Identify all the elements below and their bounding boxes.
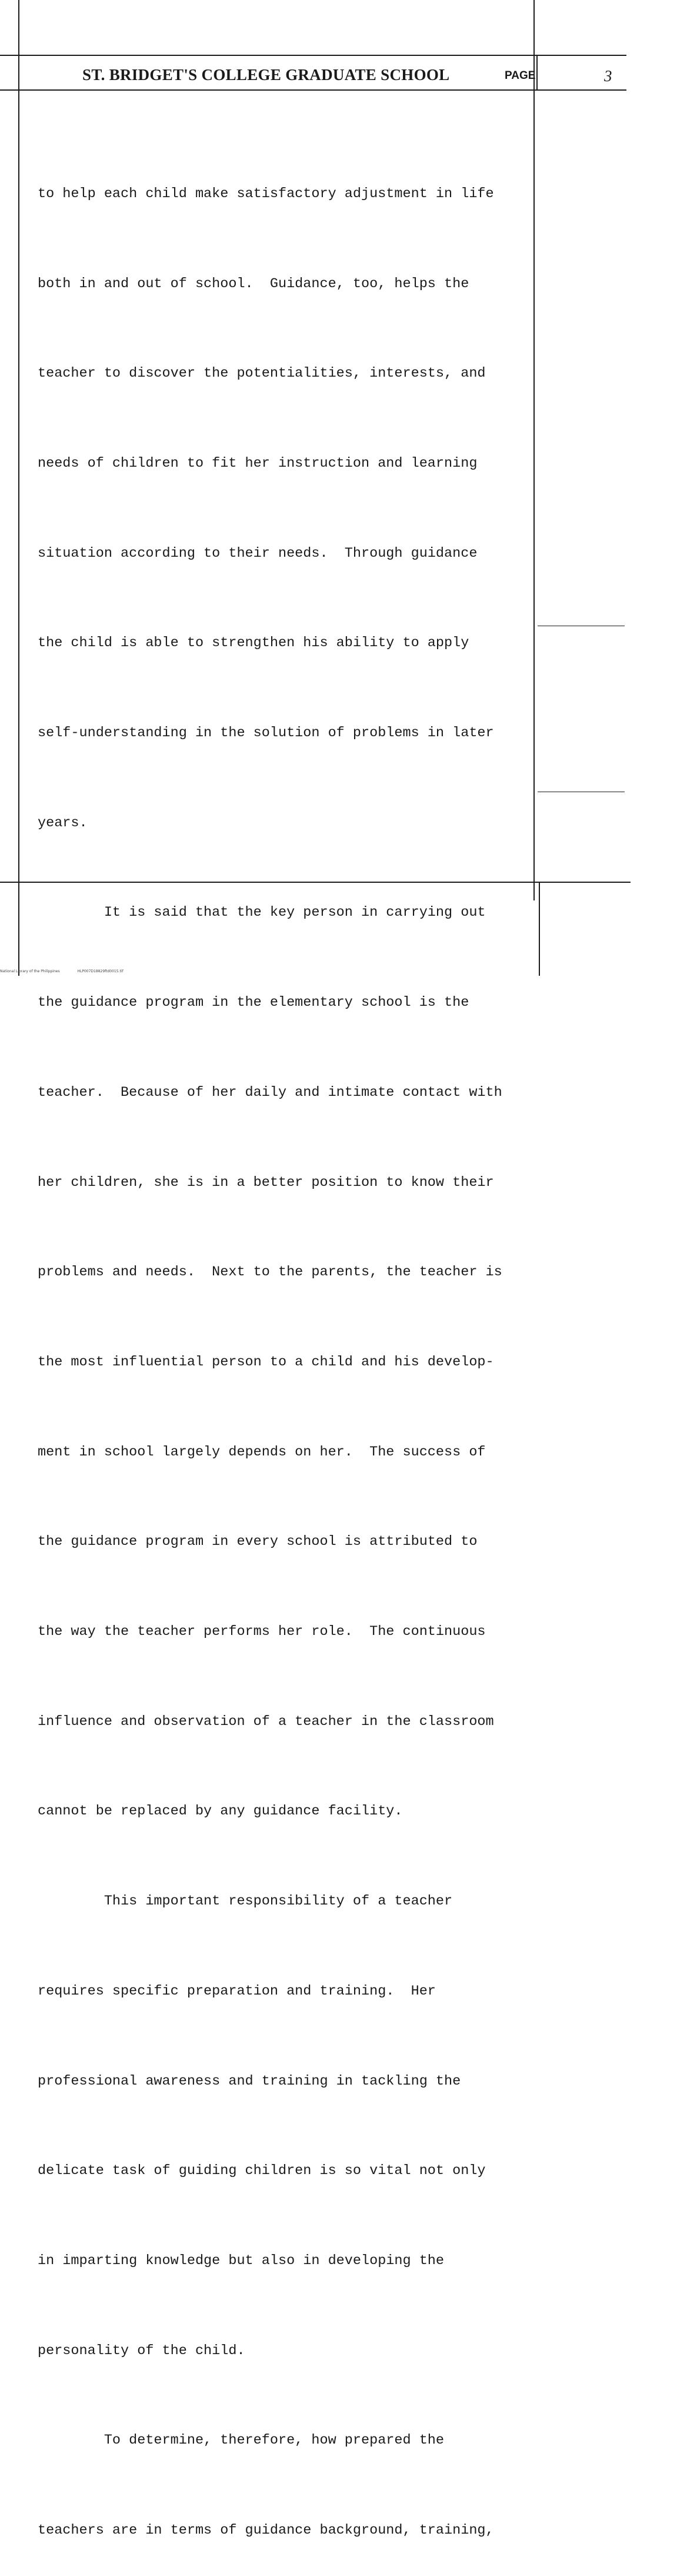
text-line: teacher to discover the potentialities, interests, and [38, 365, 486, 382]
text-line: the guidance program in every school is attributed to [38, 1534, 478, 1550]
page-title: ST. BRIDGET'S COLLEGE GRADUATE SCHOOL [82, 66, 450, 84]
text-line: in imparting knowledge but also in developing the [38, 2252, 445, 2269]
text-line: self-understanding in the solution of problems in later [38, 725, 494, 742]
scan-footer [0, 969, 140, 973]
text-line: delicate task of guiding children is so vital not only [38, 2163, 486, 2179]
text-line: teachers are in terms of guidance background, training, [38, 2522, 494, 2539]
text-line: needs of children to fit her instruction and learning [38, 455, 478, 471]
text-line: situation according to their needs. Through guidance [38, 545, 478, 561]
text-line: her children, she is in a better position to know their [38, 1174, 494, 1191]
footer-library: National Library of the Philippines [0, 969, 60, 973]
text-line: To determine, therefore, how prepared the [38, 2432, 445, 2449]
body-text [38, 119, 564, 2576]
text-line: the way the teacher performs her role. The continuous [38, 1624, 486, 1640]
text-line: personality of the child. [38, 2342, 245, 2359]
left-margin-line [18, 0, 19, 976]
text-line: years. [38, 815, 88, 831]
text-line: the most influential person to a child and his develop- [38, 1354, 494, 1370]
text-line: It is said that the key person in carrying out [38, 905, 486, 921]
text-line: This important responsibility of a teacher [38, 1893, 453, 1910]
text-line: both in and out of school. Guidance, too, helps the [38, 275, 469, 292]
text-line: problems and needs. Next to the parents, the teacher is [38, 1264, 502, 1281]
text-line: the guidance program in the elementary school is the [38, 995, 469, 1011]
footer-file: HLP007D18829ftd0015.tif [77, 969, 124, 973]
text-line: cannot be replaced by any guidance facility. [38, 1803, 403, 1820]
header-bottom-rule [0, 89, 626, 91]
page-number: 3 [604, 67, 612, 85]
text-line: ment in school largely depends on her. The success of [38, 1444, 486, 1460]
text-line: to help each child make satisfactory adjustment in life [38, 185, 494, 202]
text-line: influence and observation of a teacher in the classroom [38, 1713, 494, 1730]
text-line: the child is able to strengthen his ability to apply [38, 635, 469, 652]
page-box-divider [536, 55, 538, 90]
text-line: professional awareness and training in tackling the [38, 2073, 461, 2089]
page-label: PAGE [505, 69, 536, 82]
text-line: teacher. Because of her daily and intimate contact with [38, 1084, 502, 1101]
header-top-rule [0, 55, 626, 56]
text-line: requires specific preparation and training. Her [38, 1983, 436, 1999]
